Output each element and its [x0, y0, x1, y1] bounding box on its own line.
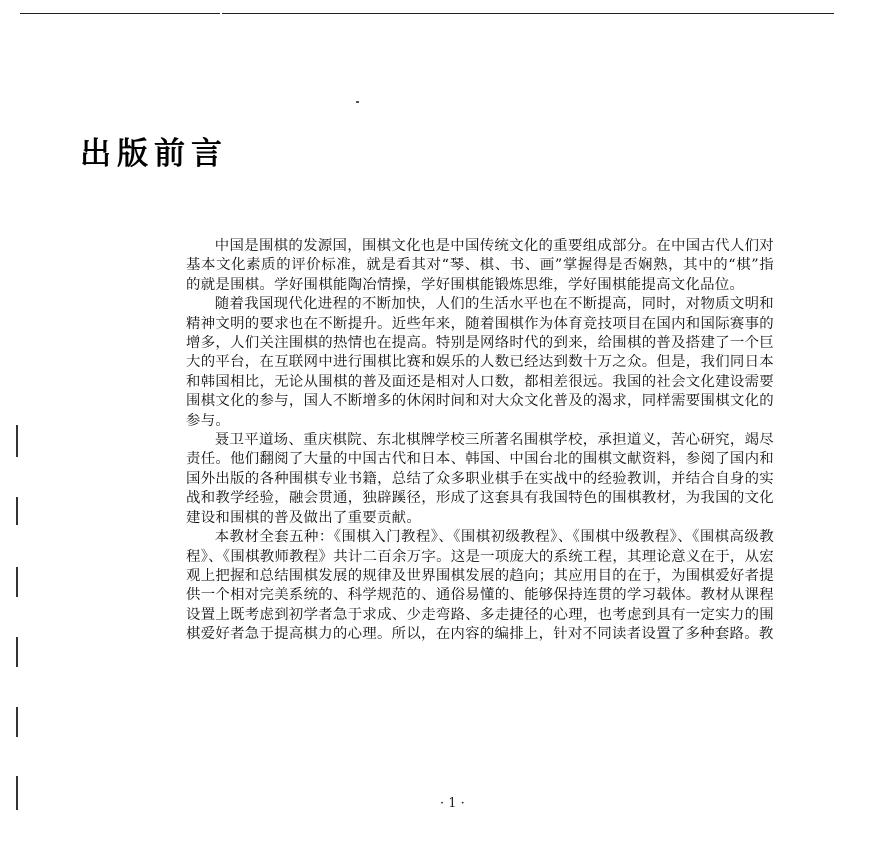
margin-mark	[16, 567, 18, 597]
margin-mark	[16, 776, 18, 810]
margin-mark	[16, 637, 18, 667]
body-text	[186, 237, 774, 645]
margin-mark	[16, 497, 18, 525]
paragraph-3: 聂卫平道场、重庆棋院、东北棋牌学校三所著名围棋学校，承担道义，苦心研究，竭尽责任。他们翻阅了大量的中国古代和日本、韩国、中国台北的围棋文献资料，参阅了国内和国外出版的各种围棋专业书籍，总结了众多职业棋手在实战中的经验教训，并结合自身的实战和教学经验，融会贯通，独辟蹊径，形成了这套具有我国特色的围棋教材，为我国的文化建设和围棋的普及做出了重要贡献。	[186, 432, 774, 526]
paragraph-1: 中国是围棋的发源国，围棋文化也是中国传统文化的重要组成部分。在中国古代人们对基本文化素质的评价标准，就是看其对“琴、棋、书、画”掌握得是否娴熟，其中的“棋”指的就是围棋。学好围棋能陶冶情操，学好围棋能锻炼思维，学好围棋能提高文化品位。	[186, 238, 774, 293]
paragraph-2: 随着我国现代化进程的不断加快，人们的生活水平也在不断提高，同时，对物质文明和精神文明的要求也在不断提升。近些年来，随着围棋作为体育竞技项目在国内和国际赛事的增多，人们关注围棋的热情也在提高。特别是网络时代的到来，给围棋的普及搭建了一个巨大的平台，在互联网中进行围棋比赛和娱乐的人数已经达到数十万之众。但是，我们同日本和韩国相比，无论从围棋的普及面还是相对人口数，都相差很远。我国的社会文化建设需要围棋文化的参与，国人不断增多的休闲时间和对大众文化普及的渴求，同样需要围棋文化的参与。	[186, 296, 774, 429]
margin-mark	[16, 425, 18, 457]
header-rule-left	[20, 13, 220, 14]
paragraph-4: 本教材全套五种：《围棋入门教程》、《围棋初级教程》、《围棋中级教程》、《围棋高级教程》、《围棋教师教程》共计二百余万字。这是一项庞大的系统工程，其理论意义在于，从宏观上把握和总结围棋发展的规律及世界围棋发展的趋向；其应用目的在于，为围棋爱好者提供一个相对完美系统的、科学规范的、通俗易懂的、能够保持连贯的学习载体。教材从课程设置上既考虑到初学者急于求成、少走弯路、多走捷径的心理，也考虑到具有一定实力的围棋爱好者急于提高棋力的心理。所以，在内容的编排上，针对不同读者设置了多种套路。教	[186, 529, 774, 643]
scan-speck	[356, 101, 359, 103]
page-number: · 1 ·	[440, 796, 465, 811]
page-title: 出版前言	[80, 136, 228, 172]
margin-mark	[16, 707, 18, 737]
header-rule-right	[222, 13, 834, 14]
